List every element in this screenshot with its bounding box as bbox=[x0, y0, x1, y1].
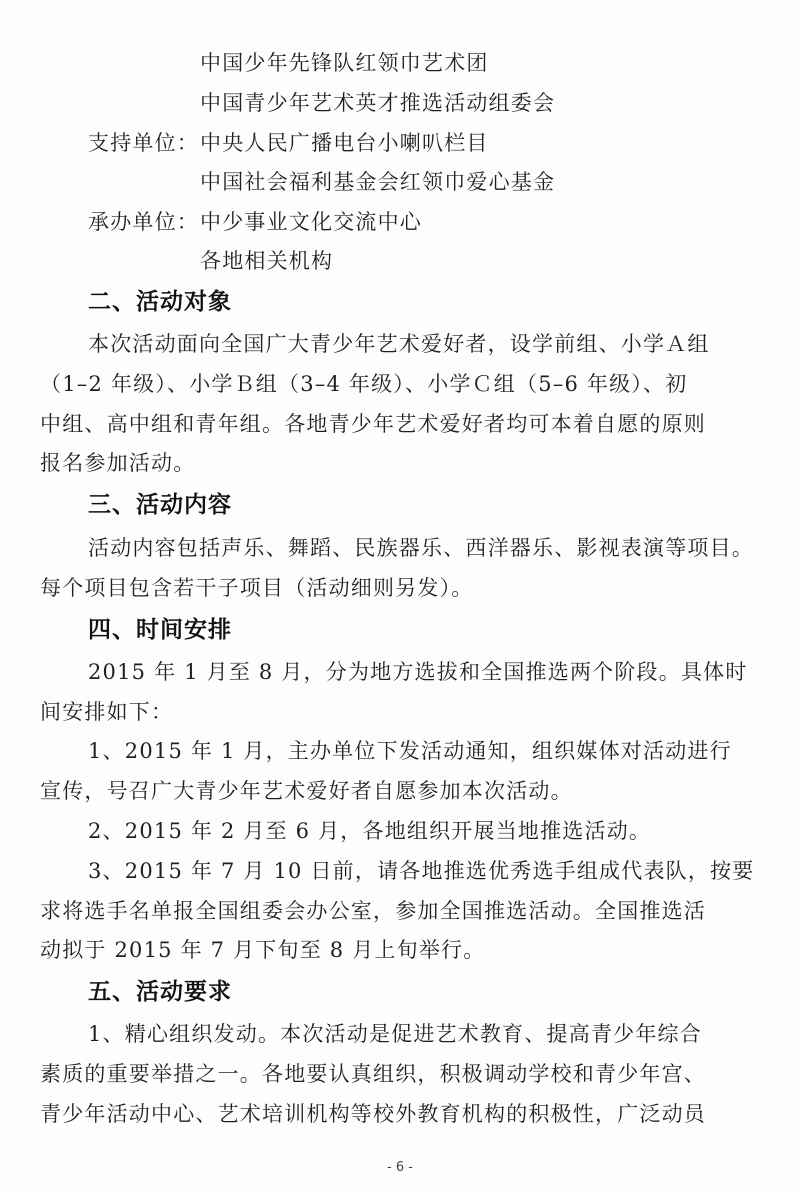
support-label: 支持单位： bbox=[88, 131, 199, 155]
paragraph-line: 本次活动面向全国广大青少年艺术爱好者，设学前组、小学Ａ组 bbox=[88, 332, 710, 356]
section-heading-activity-content: 三、活动内容 bbox=[88, 492, 232, 518]
paragraph-line: 报名参加活动。 bbox=[40, 451, 196, 475]
host-line-1: 中少事业文化交流中心 bbox=[200, 210, 422, 234]
paragraph-line: 求将选手名单报全国组委会办公室，参加全国推选活动。全国推选活 bbox=[40, 899, 706, 923]
paragraph-line: 3、2015 年 7 月 10 日前，请各地推选优秀选手组成代表队，按要 bbox=[88, 859, 755, 883]
paragraph-line: （1–2 年级）、小学Ｂ组（3–4 年级）、小学Ｃ组（5–6 年级）、初 bbox=[40, 372, 688, 396]
paragraph-line: 1、2015 年 1 月，主办单位下发活动通知，组织媒体对活动进行 bbox=[88, 739, 732, 763]
section-heading-schedule: 四、时间安排 bbox=[88, 617, 232, 643]
support-line-2: 中国社会福利基金会红领巾爱心基金 bbox=[200, 170, 556, 194]
section-heading-requirements: 五、活动要求 bbox=[88, 979, 232, 1005]
organizer-line-1: 中国少年先锋队红领巾艺术团 bbox=[200, 51, 489, 75]
paragraph-line: 每个项目包含若干子项目（活动细则另发）。 bbox=[40, 576, 474, 600]
paragraph-line: 青少年活动中心、艺术培训机构等校外教育机构的积极性，广泛动员 bbox=[40, 1102, 706, 1126]
host-line-2: 各地相关机构 bbox=[200, 249, 334, 273]
paragraph-line: 间安排如下： bbox=[40, 700, 174, 724]
paragraph-line: 动拟于 2015 年 7 月下旬至 8 月上旬举行。 bbox=[40, 938, 486, 962]
paragraph-line: 中组、高中组和青年组。各地青少年艺术爱好者均可本着自愿的原则 bbox=[40, 412, 706, 436]
paragraph-line: 素质的重要举措之一。各地要认真组织，积极调动学校和青少年宫、 bbox=[40, 1062, 706, 1086]
paragraph-line: 活动内容包括声乐、舞蹈、民族器乐、西洋器乐、影视表演等项目。 bbox=[88, 536, 754, 560]
support-line-1: 中央人民广播电台小喇叭栏目 bbox=[200, 131, 489, 155]
paragraph-line: 1、精心组织发动。本次活动是促进艺术教育、提高青少年综合 bbox=[88, 1022, 702, 1046]
section-heading-target-audience: 二、活动对象 bbox=[88, 289, 232, 315]
organizer-line-2: 中国青少年艺术英才推选活动组委会 bbox=[200, 91, 556, 115]
paragraph-line: 宣传，号召广大青少年艺术爱好者自愿参加本次活动。 bbox=[40, 779, 573, 803]
host-label: 承办单位： bbox=[88, 210, 199, 234]
paragraph-line: 2、2015 年 2 月至 6 月，各地组织开展当地推选活动。 bbox=[88, 819, 652, 843]
paragraph-line: 2015 年 1 月至 8 月，分为地方选拔和全国推选两个阶段。具体时 bbox=[88, 660, 748, 684]
page-number: - 6 - bbox=[387, 1160, 413, 1175]
